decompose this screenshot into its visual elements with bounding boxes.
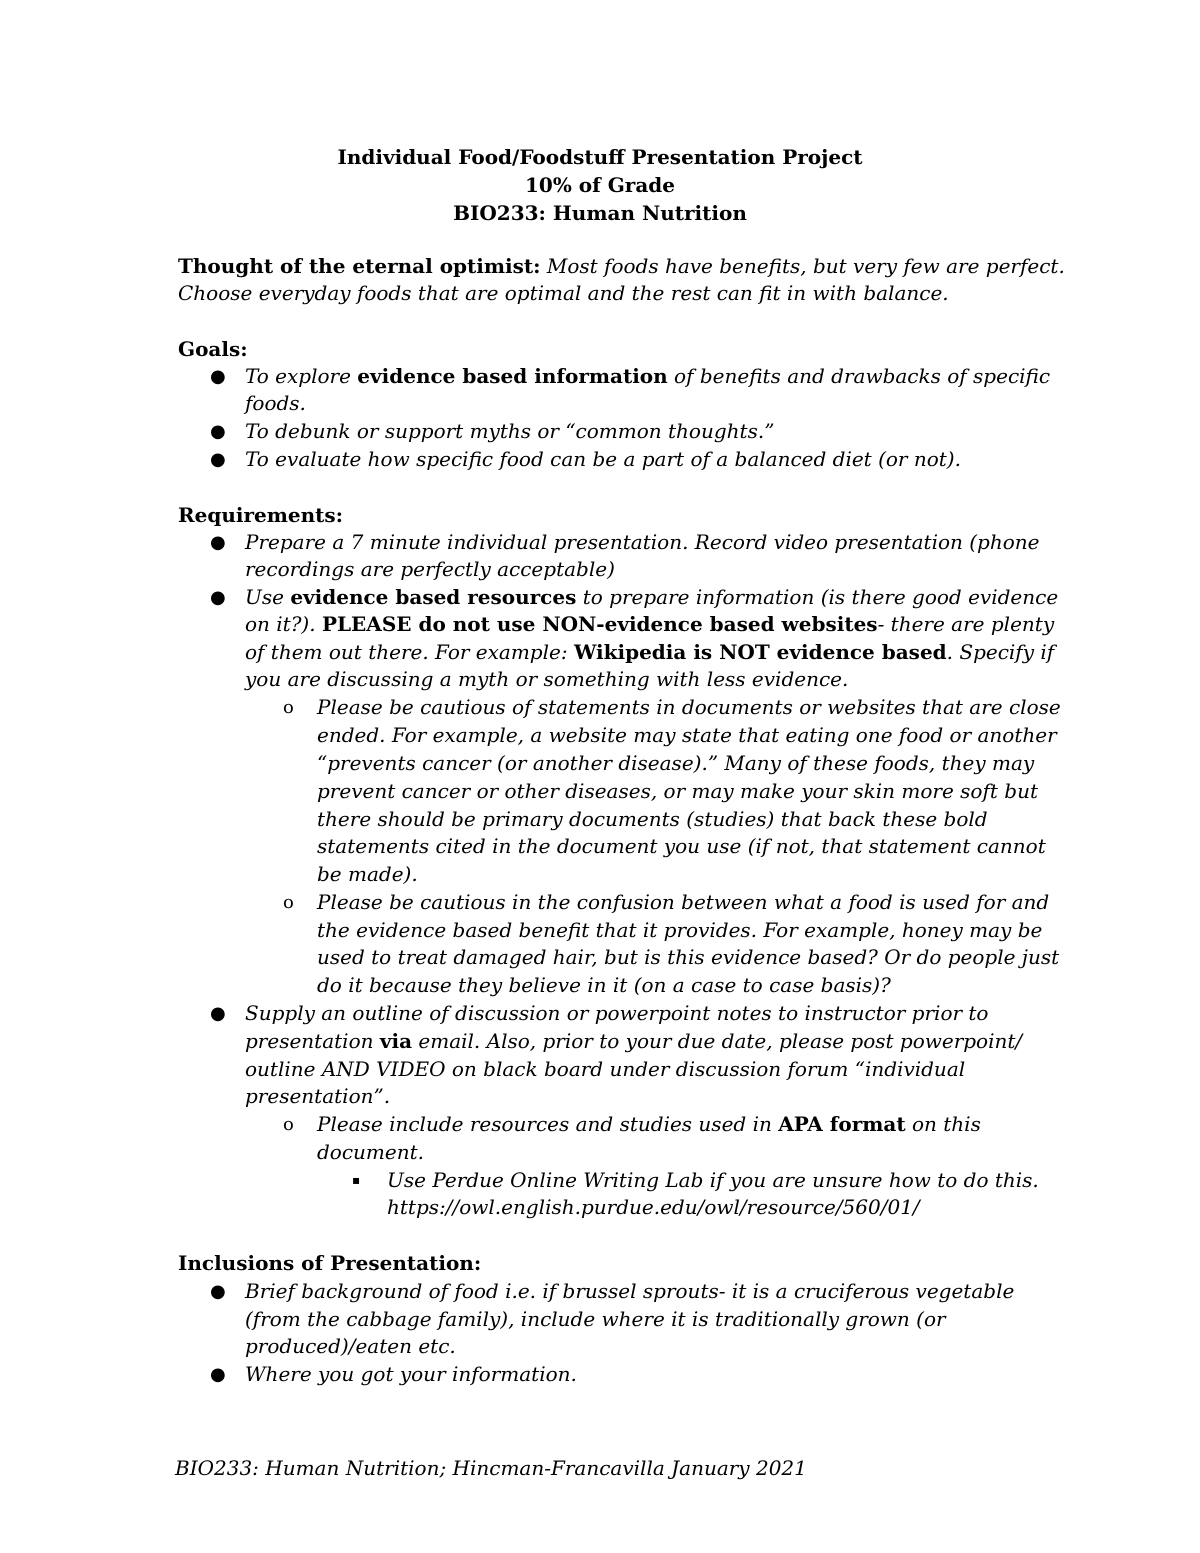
sub-1-line-7: be made). bbox=[317, 862, 418, 886]
sub-1-line-4: prevent cancer or other diseases, or may make your skin more soft but bbox=[317, 779, 1038, 803]
bullet-square-icon: ▪ bbox=[352, 1173, 361, 1187]
goal-1-line-1: To explore evidence based information of benefits and drawbacks of specific bbox=[245, 364, 1051, 388]
goal-1-line-2: foods. bbox=[245, 391, 306, 415]
title-line-1: Individual Food/Foodstuff Presentation Project bbox=[337, 145, 863, 169]
sub-1-line-3: “prevents cancer (or another disease).” Many of these foods, they may bbox=[317, 751, 1035, 775]
bullet-dot-icon: ● bbox=[210, 1281, 226, 1302]
bullet-circle-icon: o bbox=[283, 892, 294, 913]
req-2-line-2: on it?). PLEASE do not use NON-evidence based websites- there are plenty bbox=[245, 612, 1055, 636]
bullet-dot-icon: ● bbox=[210, 421, 226, 442]
bullet-dot-icon: ● bbox=[210, 1364, 226, 1385]
incl-2: Where you got your information. bbox=[245, 1362, 577, 1386]
incl-1-line-1: Brief background of food i.e. if brussel sprouts- it is a cruciferous vegetable bbox=[245, 1279, 1015, 1303]
sub-2-line-1: Please be cautious in the confusion between what a food is used for and bbox=[317, 890, 1050, 914]
bullet-dot-icon: ● bbox=[210, 366, 226, 387]
thought-text-1: Most foods have benefits, but very few are perfect. bbox=[546, 254, 1065, 278]
goal-3: To evaluate how specific food can be a part of a balanced diet (or not). bbox=[245, 447, 961, 471]
sub-1-line-5: there should be primary documents (studies) that back these bold bbox=[317, 807, 988, 831]
req-3-line-3: outline AND VIDEO on black board under discussion forum “individual bbox=[245, 1057, 966, 1081]
bullet-circle-icon: o bbox=[283, 1114, 294, 1135]
sub-1-line-6: statements cited in the document you use (if not, that statement cannot bbox=[317, 834, 1046, 858]
title-line-2: 10% of Grade bbox=[525, 173, 675, 197]
req-3-line-2: presentation via email. Also, prior to your due date, please post powerpoint/ bbox=[245, 1029, 1023, 1053]
sub-2-line-3: used to treat damaged hair, but is this evidence based? Or do people just bbox=[317, 945, 1060, 969]
bullet-dot-icon: ● bbox=[210, 1003, 226, 1024]
req-2-line-3: of them out there. For example: Wikipedia is NOT evidence based. Specify if bbox=[245, 640, 1055, 664]
sub-3-line-2: document. bbox=[317, 1140, 425, 1164]
req-2-line-1: Use evidence based resources to prepare information (is there good evidence bbox=[245, 585, 1059, 609]
inclusions-heading: Inclusions of Presentation: bbox=[178, 1251, 482, 1275]
title-line-3: BIO233: Human Nutrition bbox=[453, 201, 747, 225]
goals-heading: Goals: bbox=[178, 337, 248, 361]
incl-1-line-3: produced)/eaten etc. bbox=[245, 1334, 456, 1358]
thought-text-2: Choose everyday foods that are optimal and the rest can fit in with balance. bbox=[178, 281, 949, 305]
sub-3-line-1: Please include resources and studies used in APA format on this bbox=[317, 1112, 981, 1136]
bullet-dot-icon: ● bbox=[210, 587, 226, 608]
sub-2-line-4: do it because they believe in it (on a case to case basis)? bbox=[317, 973, 891, 997]
req-3-line-4: presentation”. bbox=[245, 1084, 391, 1108]
req-2-line-4: you are discussing a myth or something with less evidence. bbox=[245, 667, 849, 691]
sub-1-line-2: ended. For example, a website may state that eating one food or another bbox=[317, 723, 1057, 747]
req-1-line-1: Prepare a 7 minute individual presentation. Record video presentation (phone bbox=[245, 530, 1040, 554]
sub-sub-1-line-1: Use Perdue Online Writing Lab if you are unsure how to do this. bbox=[387, 1168, 1039, 1192]
thought-line-1 bbox=[178, 253, 1065, 280]
bullet-dot-icon: ● bbox=[210, 449, 226, 470]
document-title bbox=[0, 143, 1200, 227]
page-footer: BIO233: Human Nutrition; Hincman-Francavilla January 2021 bbox=[175, 1456, 807, 1480]
sub-1-line-1: Please be cautious of statements in documents or websites that are close bbox=[317, 695, 1061, 719]
requirements-heading: Requirements: bbox=[178, 503, 344, 527]
req-3-line-1: Supply an outline of discussion or powerpoint notes to instructor prior to bbox=[245, 1001, 989, 1025]
req-1-line-2: recordings are perfectly acceptable) bbox=[245, 557, 615, 581]
thought-label: Thought of the eternal optimist: bbox=[178, 254, 541, 278]
owl-purdue-link[interactable]: https://owl.english.purdue.edu/owl/resource/560/01/ bbox=[387, 1195, 920, 1219]
bullet-dot-icon: ● bbox=[210, 532, 226, 553]
sub-2-line-2: the evidence based benefit that it provides. For example, honey may be bbox=[317, 918, 1043, 942]
goal-2: To debunk or support myths or “common thoughts.” bbox=[245, 419, 775, 443]
bullet-circle-icon: o bbox=[283, 697, 294, 718]
incl-1-line-2: (from the cabbage family), include where it is traditionally grown (or bbox=[245, 1307, 946, 1331]
